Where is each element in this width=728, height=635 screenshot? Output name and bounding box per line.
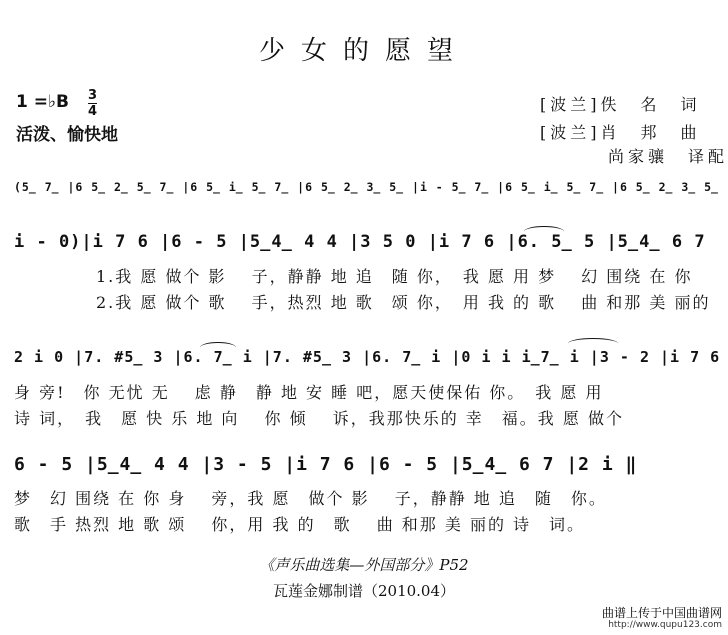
slur-mark: [568, 338, 618, 349]
lyric-line-3b: 诗 词， 我 愿 快 乐 地 向 你 倾 诉，我那快乐的 幸 福。我 愿 做个: [14, 409, 624, 428]
lyric-line-3a: 身 旁! 你 无忧 无 虑 静 静 地 安 睡 吧，愿天使保佑 你。 我 愿 用: [14, 383, 604, 402]
source-citation: 《声乐曲选集—外国部分》P52: [259, 556, 469, 574]
staff-line-2: i - 0)|i 7 6 |6 - 5 |5̲4̲ 4 4 |3 5 0 |i 7 6 |6. 5̲ 5 |5̲4̲ 6 7: [14, 232, 706, 252]
staff-line-1: (5̲ 7̲ |6 5̲ 2̲ 5̲ 7̲ |6 5̲ i̲ 5̲ 7̲ |6 5̲ 2̲ 3̲ 5̲ |i - 5̲ 7̲ |6 5̲ i̲ 5̲ 7̲ |6 5̲ 2̲ 3̲ 5̲: [14, 180, 719, 194]
lyric-line-2b: 2.我 愿 做个 歌 手，热烈 地 歌 颂 你， 用 我 的 歌 曲 和那 美 丽的: [96, 293, 711, 312]
lyric-line-4b: 歌 手 热烈 地 歌 颂 你，用 我 的 歌 曲 和那 美 丽的 诗 词。: [14, 515, 586, 534]
transcriber-credit: 瓦莲金娜制谱（2010.04）: [272, 582, 456, 600]
time-signature: [88, 88, 97, 119]
key-signature: 1 =♭B: [16, 92, 69, 112]
composer-credit: [波兰]肖 邦 曲: [540, 123, 701, 142]
watermark-url: http://www.qupu123.com: [608, 620, 722, 630]
tie-mark: [524, 226, 564, 237]
tempo-marking: 活泼、愉快地: [16, 125, 118, 145]
lyricist-credit: [波兰]佚 名 词: [540, 95, 701, 114]
meter-bottom: 4: [88, 104, 98, 119]
staff-line-3: 2 i 0 |7. #5̲ 3 |6. 7̲ i |7. #5̲ 3 |6. 7̲ i |0 i i i̲7̲ i |3 - 2 |i 7 6: [14, 348, 721, 366]
watermark-text: 曲谱上传于中国曲谱网: [601, 606, 722, 620]
meter-top: 3: [88, 88, 98, 103]
staff-line-4: 6 - 5 |5̲4̲ 4 4 |3 - 5 |i 7 6 |6 - 5 |5̲4̲ 6 7 |2 i ‖: [14, 454, 638, 475]
slur-mark: [200, 342, 236, 353]
lyric-line-2a: 1.我 愿 做个 影 子，静静 地 追 随 你， 我 愿 用 梦 幻 围绕 在 你: [96, 267, 693, 286]
lyric-line-4a: 梦 幻 围绕 在 你 身 旁，我 愿 做个 影 子，静静 地 追 随 你。: [14, 489, 607, 508]
page-title: 少女的愿望: [258, 36, 469, 66]
translator-credit: 尚家骧 译配: [608, 147, 728, 166]
